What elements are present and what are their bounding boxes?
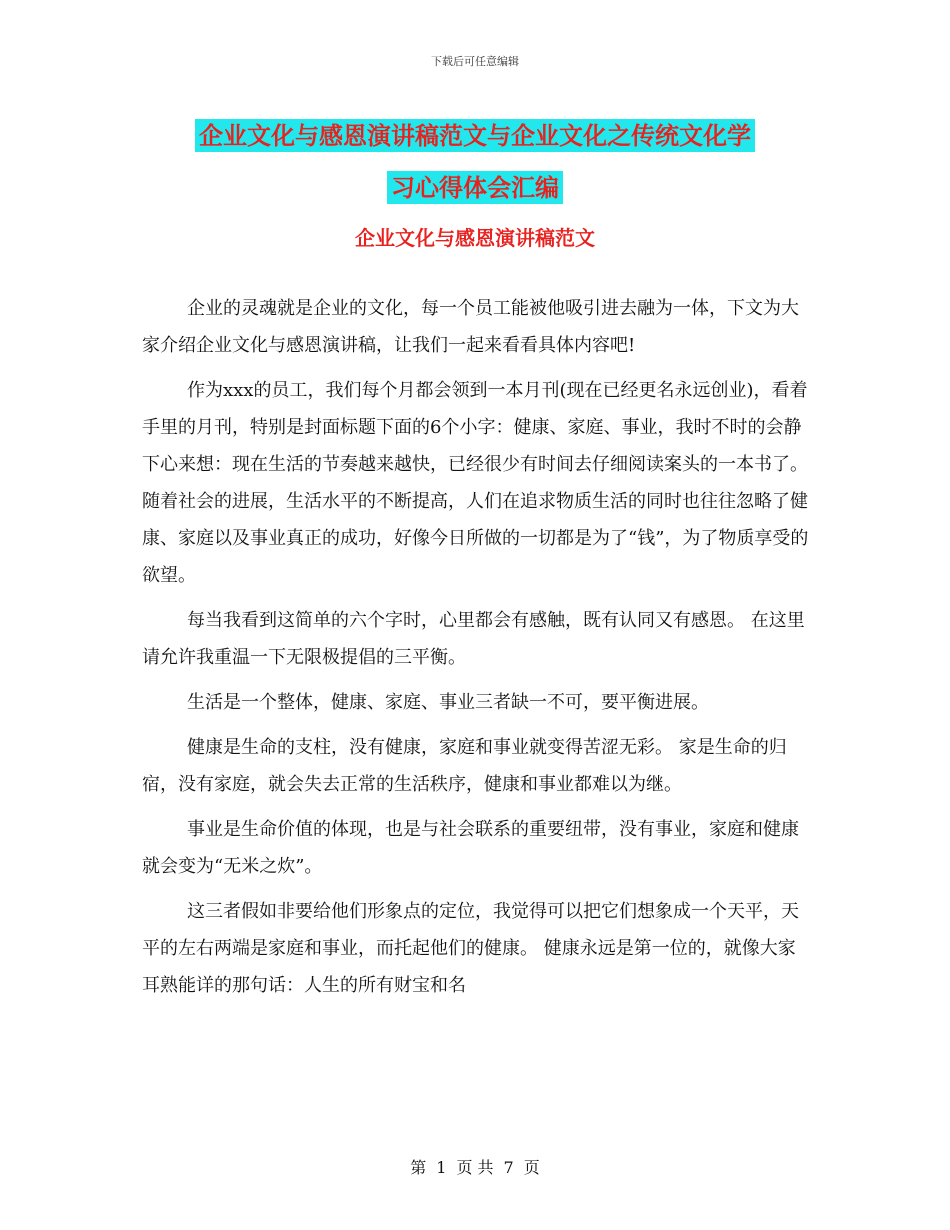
- footer-suffix: 页: [523, 1158, 540, 1177]
- paragraph: 每当我看到这简单的六个字时，心里都会有感触，既有认同又有感恩。 在这里请允许我重温一下无限极提倡的三平衡。: [142, 610, 805, 668]
- paragraph: 作为xxx的员工，我们每个月都会领到一本月刊(现在已经更名永远创业)，看着手里的月刊，特别是封面标题下面的6个小字：健康、家庭、事业，我时不时的会静下心来想：现在生活的节奏越来越快，已经很少有时间去仔细阅读案头的一本书了。 随着社会的进展，生活水平的不断提高，人们在追求物质生活的同时也往往忽略了健康、家庭以及事业真正的成功，好像今日所做的一切都是为了“钱”，为了物质享受的欲望。: [142, 380, 809, 586]
- body-text: [142, 290, 812, 1012]
- footer-prefix: 第: [410, 1158, 427, 1177]
- paragraph: 事业是生命价值的体现，也是与社会联系的重要纽带，没有事业，家庭和健康就会变为“无米之炊”。: [142, 819, 799, 877]
- total-pages: 7: [503, 1158, 514, 1177]
- footer-middle: 页 共: [456, 1158, 494, 1177]
- paragraph: 生活是一个整体，健康、家庭、事业三者缺一不可，要平衡进展。: [187, 692, 709, 713]
- page-number: 1: [436, 1158, 447, 1177]
- page-header: 下载后可任意编辑: [431, 55, 519, 68]
- document-title: [100, 110, 850, 214]
- paragraph: 企业的灵魂就是企业的文化，每一个员工能被他吸引进去融为一体，下文为大家介绍企业文化与感恩演讲稿，让我们一起来看看具体内容吧!: [142, 298, 799, 356]
- paragraph: 健康是生命的支柱，没有健康，家庭和事业就变得苦涩无彩。 家是生命的归宿，没有家庭，就会失去正常的生活秩序，健康和事业都难以为继。: [142, 737, 787, 795]
- paragraph: 这三者假如非要给他们形象点的定位，我觉得可以把它们想象成一个天平，天平的左右两端是家庭和事业，而托起他们的健康。 健康永远是第一位的，就像大家耳熟能详的那句话：人生的所有财宝和名: [142, 901, 799, 996]
- document-title-line1: 企业文化与感恩演讲稿范文与企业文化之传统文化学: [195, 119, 755, 152]
- document-title-line2: 习心得体会汇编: [387, 171, 563, 204]
- section-title: 企业文化与感恩演讲稿范文: [355, 226, 595, 250]
- page-footer: [0, 1155, 950, 1178]
